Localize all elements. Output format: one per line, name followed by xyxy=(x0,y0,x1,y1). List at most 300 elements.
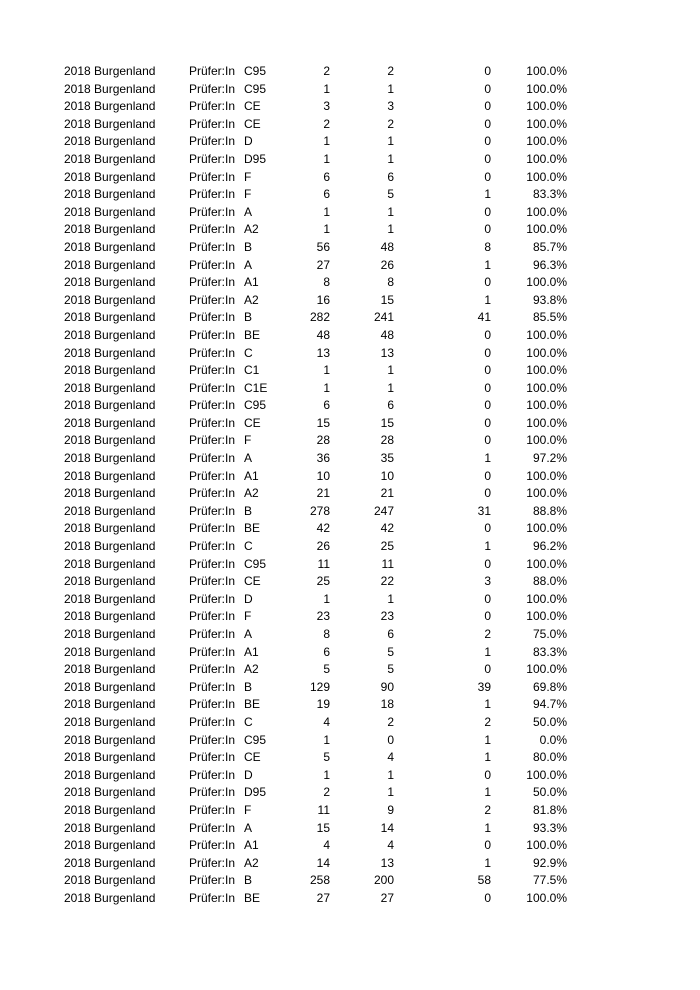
pass-rate-cell: 50.0% xyxy=(532,714,567,729)
passed-count-cell: 2 xyxy=(387,714,394,729)
pass-rate-cell: 100.0% xyxy=(526,398,567,413)
examiner-role-cell: Prüfer:In xyxy=(189,574,236,589)
passed-count-cell: 18 xyxy=(380,697,394,712)
table-row xyxy=(0,872,700,890)
year-region-cell: 2018 Burgenland xyxy=(64,644,156,659)
examiner-role-cell: Prüfer:In xyxy=(189,679,236,694)
passed-count-cell: 10 xyxy=(380,468,394,483)
passed-count-cell: 6 xyxy=(387,627,394,641)
total-count-cell: 2 xyxy=(323,64,330,78)
table-row xyxy=(0,450,700,468)
total-count-cell: 11 xyxy=(317,802,330,817)
year-region-cell: 2018 Burgenland xyxy=(64,275,156,290)
table-row xyxy=(0,257,700,275)
license-class-cell: A xyxy=(244,204,253,219)
license-class-cell: A xyxy=(244,820,253,835)
table-row xyxy=(0,626,700,644)
pass-rate-cell: 83.3% xyxy=(532,644,567,659)
license-class-cell: D95 xyxy=(244,785,267,800)
passed-count-cell: 2 xyxy=(387,64,394,78)
examiner-role-cell: Prüfer:In xyxy=(189,486,236,501)
license-class-cell: A2 xyxy=(244,222,259,237)
year-region-cell: 2018 Burgenland xyxy=(64,151,156,166)
examiner-role-cell: Prüfer:In xyxy=(189,539,236,554)
total-count-cell: 1 xyxy=(323,380,330,395)
passed-count-cell: 23 xyxy=(380,609,394,624)
license-class-cell: F xyxy=(244,609,252,624)
passed-count-cell: 4 xyxy=(387,750,394,765)
table-row xyxy=(0,380,700,398)
total-count-cell: 28 xyxy=(316,433,330,448)
pass-rate-cell: 77.5% xyxy=(532,873,567,888)
pass-rate-cell: 100.0% xyxy=(526,433,567,448)
license-class-cell: C xyxy=(244,539,253,554)
examiner-role-cell: Prüfer:In xyxy=(189,99,236,114)
pass-rate-cell: 100.0% xyxy=(526,591,567,606)
year-region-cell: 2018 Burgenland xyxy=(64,187,156,202)
year-region-cell: 2018 Burgenland xyxy=(64,257,156,272)
total-count-cell: 258 xyxy=(309,873,330,888)
failed-count-cell: 1 xyxy=(484,785,491,800)
total-count-cell: 19 xyxy=(316,697,330,712)
pass-rate-cell: 100.0% xyxy=(526,222,567,237)
failed-count-cell: 0 xyxy=(484,327,491,342)
license-class-cell: CE xyxy=(244,116,261,131)
examiner-role-cell: Prüfer:In xyxy=(189,134,236,149)
license-class-cell: A xyxy=(244,257,253,272)
passed-count-cell: 15 xyxy=(380,415,394,430)
table-row xyxy=(0,573,700,591)
pass-rate-cell: 93.3% xyxy=(532,820,567,835)
year-region-cell: 2018 Burgenland xyxy=(64,662,156,677)
pass-rate-cell: 100.0% xyxy=(526,275,567,290)
failed-count-cell: 1 xyxy=(484,539,491,554)
passed-count-cell: 6 xyxy=(387,169,394,184)
examiner-role-cell: Prüfer:In xyxy=(189,785,236,800)
examiner-role-cell: Prüfer:In xyxy=(189,644,236,659)
total-count-cell: 1 xyxy=(323,591,330,606)
failed-count-cell: 31 xyxy=(477,503,491,518)
table-row xyxy=(0,837,700,855)
table-row xyxy=(0,538,700,556)
license-class-cell: A2 xyxy=(244,662,259,677)
examiner-role-cell: Prüfer:In xyxy=(189,890,236,905)
table-row xyxy=(0,679,700,697)
license-class-cell: B xyxy=(244,239,253,254)
license-class-cell: A1 xyxy=(244,838,259,853)
table-row xyxy=(0,292,700,310)
table-row xyxy=(0,221,700,239)
license-class-cell: D95 xyxy=(244,151,267,166)
license-class-cell: D xyxy=(244,591,253,606)
table-row xyxy=(0,63,700,81)
table-row xyxy=(0,696,700,714)
total-count-cell: 27 xyxy=(316,257,330,272)
failed-count-cell: 0 xyxy=(484,99,491,114)
license-class-cell: C95 xyxy=(244,556,267,571)
failed-count-cell: 1 xyxy=(484,820,491,835)
total-count-cell: 5 xyxy=(323,662,330,677)
passed-count-cell: 3 xyxy=(387,99,394,114)
table-row xyxy=(0,116,700,134)
license-class-cell: BE xyxy=(244,327,261,342)
examiner-role-cell: Prüfer:In xyxy=(189,345,236,360)
examiner-role-cell: Prüfer:In xyxy=(189,222,236,237)
pass-rate-cell: 96.3% xyxy=(532,257,567,272)
failed-count-cell: 0 xyxy=(484,116,491,131)
passed-count-cell: 8 xyxy=(387,275,394,290)
examiner-role-cell: Prüfer:In xyxy=(189,380,236,395)
year-region-cell: 2018 Burgenland xyxy=(64,873,156,888)
examiner-role-cell: Prüfer:In xyxy=(189,415,236,430)
pass-rate-cell: 100.0% xyxy=(526,890,567,905)
examiner-role-cell: Prüfer:In xyxy=(189,239,236,254)
license-class-cell: CE xyxy=(244,415,261,430)
license-class-cell: B xyxy=(244,873,253,888)
examiner-role-cell: Prüfer:In xyxy=(189,327,236,342)
failed-count-cell: 41 xyxy=(477,310,491,325)
total-count-cell: 1 xyxy=(323,363,330,378)
license-class-cell: F xyxy=(244,433,252,448)
year-region-cell: 2018 Burgenland xyxy=(64,820,156,835)
pass-rate-cell: 80.0% xyxy=(532,750,567,765)
license-class-cell: A1 xyxy=(244,644,259,659)
table-row xyxy=(0,81,700,99)
total-count-cell: 2 xyxy=(323,116,330,131)
failed-count-cell: 58 xyxy=(477,873,491,888)
year-region-cell: 2018 Burgenland xyxy=(64,627,156,641)
license-class-cell: CE xyxy=(244,99,261,114)
license-class-cell: F xyxy=(244,802,252,817)
year-region-cell: 2018 Burgenland xyxy=(64,838,156,853)
year-region-cell: 2018 Burgenland xyxy=(64,222,156,237)
passed-count-cell: 200 xyxy=(373,873,394,888)
pass-rate-cell: 50.0% xyxy=(532,785,567,800)
total-count-cell: 15 xyxy=(316,415,330,430)
failed-count-cell: 0 xyxy=(484,662,491,677)
table-row xyxy=(0,151,700,169)
total-count-cell: 282 xyxy=(309,310,330,325)
pass-rate-cell: 69.8% xyxy=(532,679,567,694)
failed-count-cell: 0 xyxy=(484,204,491,219)
year-region-cell: 2018 Burgenland xyxy=(64,503,156,518)
total-count-cell: 6 xyxy=(323,644,330,659)
total-count-cell: 10 xyxy=(316,468,330,483)
passed-count-cell: 4 xyxy=(387,838,394,853)
failed-count-cell: 0 xyxy=(484,486,491,501)
failed-count-cell: 0 xyxy=(484,64,491,78)
examiner-role-cell: Prüfer:In xyxy=(189,187,236,202)
passed-count-cell: 48 xyxy=(380,239,394,254)
failed-count-cell: 0 xyxy=(484,398,491,413)
failed-count-cell: 1 xyxy=(484,187,491,202)
table-row xyxy=(0,239,700,257)
passed-count-cell: 35 xyxy=(380,451,394,466)
pass-rate-cell: 100.0% xyxy=(526,662,567,677)
passed-count-cell: 25 xyxy=(380,539,394,554)
pass-rate-cell: 88.0% xyxy=(532,574,567,589)
pass-rate-cell: 100.0% xyxy=(526,134,567,149)
year-region-cell: 2018 Burgenland xyxy=(64,574,156,589)
year-region-cell: 2018 Burgenland xyxy=(64,415,156,430)
license-class-cell: B xyxy=(244,679,253,694)
failed-count-cell: 0 xyxy=(484,609,491,624)
passed-count-cell: 6 xyxy=(387,398,394,413)
license-class-cell: D xyxy=(244,134,253,149)
passed-count-cell: 1 xyxy=(387,591,394,606)
pass-rate-cell: 88.8% xyxy=(532,503,567,518)
passed-count-cell: 1 xyxy=(387,204,394,219)
failed-count-cell: 1 xyxy=(484,451,491,466)
examiner-role-cell: Prüfer:In xyxy=(189,363,236,378)
pass-rate-cell: 100.0% xyxy=(526,81,567,96)
total-count-cell: 13 xyxy=(316,345,330,360)
license-class-cell: BE xyxy=(244,890,261,905)
table-row xyxy=(0,204,700,222)
failed-count-cell: 0 xyxy=(484,275,491,290)
table-row xyxy=(0,133,700,151)
table-row xyxy=(0,415,700,433)
total-count-cell: 6 xyxy=(323,187,330,202)
license-class-cell: F xyxy=(244,187,252,202)
license-class-cell: C1 xyxy=(244,363,260,378)
year-region-cell: 2018 Burgenland xyxy=(64,345,156,360)
year-region-cell: 2018 Burgenland xyxy=(64,750,156,765)
license-class-cell: C95 xyxy=(244,81,267,96)
table-row xyxy=(0,802,700,820)
year-region-cell: 2018 Burgenland xyxy=(64,310,156,325)
passed-count-cell: 2 xyxy=(387,116,394,131)
examiner-role-cell: Prüfer:In xyxy=(189,468,236,483)
passed-count-cell: 1 xyxy=(387,151,394,166)
failed-count-cell: 1 xyxy=(484,732,491,747)
license-class-cell: CE xyxy=(244,750,261,765)
failed-count-cell: 0 xyxy=(484,433,491,448)
table-row xyxy=(0,855,700,873)
year-region-cell: 2018 Burgenland xyxy=(64,591,156,606)
passed-count-cell: 1 xyxy=(387,380,394,395)
examiner-role-cell: Prüfer:In xyxy=(189,169,236,184)
passed-count-cell: 9 xyxy=(387,802,394,817)
failed-count-cell: 0 xyxy=(484,415,491,430)
total-count-cell: 129 xyxy=(309,679,330,694)
pass-rate-cell: 100.0% xyxy=(526,838,567,853)
year-region-cell: 2018 Burgenland xyxy=(64,292,156,307)
pass-rate-cell: 75.0% xyxy=(532,627,567,641)
passed-count-cell: 11 xyxy=(381,556,394,571)
pass-rate-cell: 100.0% xyxy=(526,327,567,342)
passed-count-cell: 1 xyxy=(387,134,394,149)
total-count-cell: 27 xyxy=(316,890,330,905)
examiner-role-cell: Prüfer:In xyxy=(189,204,236,219)
examiner-role-cell: Prüfer:In xyxy=(189,292,236,307)
examiner-role-cell: Prüfer:In xyxy=(189,64,236,78)
year-region-cell: 2018 Burgenland xyxy=(64,169,156,184)
passed-count-cell: 22 xyxy=(380,574,394,589)
total-count-cell: 42 xyxy=(316,521,330,536)
failed-count-cell: 8 xyxy=(484,239,491,254)
year-region-cell: 2018 Burgenland xyxy=(64,204,156,219)
pass-rate-cell: 100.0% xyxy=(526,151,567,166)
examiner-role-cell: Prüfer:In xyxy=(189,116,236,131)
year-region-cell: 2018 Burgenland xyxy=(64,116,156,131)
pass-rate-cell: 85.7% xyxy=(532,239,567,254)
table-row xyxy=(0,661,700,679)
license-class-cell: C95 xyxy=(244,732,267,747)
examiner-role-cell: Prüfer:In xyxy=(189,310,236,325)
table-row xyxy=(0,345,700,363)
table-row xyxy=(0,591,700,609)
license-class-cell: C xyxy=(244,714,253,729)
passed-count-cell: 90 xyxy=(380,679,394,694)
total-count-cell: 6 xyxy=(323,169,330,184)
table-row xyxy=(0,362,700,380)
table-row xyxy=(0,749,700,767)
data-table xyxy=(0,63,700,908)
failed-count-cell: 0 xyxy=(484,81,491,96)
failed-count-cell: 0 xyxy=(484,222,491,237)
passed-count-cell: 0 xyxy=(387,732,394,747)
passed-count-cell: 13 xyxy=(380,345,394,360)
failed-count-cell: 1 xyxy=(484,855,491,870)
examiner-role-cell: Prüfer:In xyxy=(189,609,236,624)
pass-rate-cell: 83.3% xyxy=(532,187,567,202)
license-class-cell: C1E xyxy=(244,380,268,395)
total-count-cell: 3 xyxy=(323,99,330,114)
license-class-cell: A2 xyxy=(244,292,259,307)
failed-count-cell: 0 xyxy=(484,380,491,395)
table-row xyxy=(0,468,700,486)
table-row xyxy=(0,98,700,116)
examiner-role-cell: Prüfer:In xyxy=(189,556,236,571)
examiner-role-cell: Prüfer:In xyxy=(189,627,236,641)
total-count-cell: 1 xyxy=(323,134,330,149)
pass-rate-cell: 100.0% xyxy=(526,767,567,782)
pass-rate-cell: 100.0% xyxy=(526,380,567,395)
year-region-cell: 2018 Burgenland xyxy=(64,327,156,342)
total-count-cell: 14 xyxy=(316,855,330,870)
table-row xyxy=(0,784,700,802)
total-count-cell: 1 xyxy=(323,151,330,166)
year-region-cell: 2018 Burgenland xyxy=(64,99,156,114)
year-region-cell: 2018 Burgenland xyxy=(64,81,156,96)
passed-count-cell: 5 xyxy=(387,644,394,659)
table-row xyxy=(0,644,700,662)
year-region-cell: 2018 Burgenland xyxy=(64,855,156,870)
pass-rate-cell: 93.8% xyxy=(532,292,567,307)
failed-count-cell: 2 xyxy=(484,627,491,641)
total-count-cell: 8 xyxy=(323,275,330,290)
examiner-role-cell: Prüfer:In xyxy=(189,398,236,413)
passed-count-cell: 42 xyxy=(380,521,394,536)
passed-count-cell: 247 xyxy=(373,503,394,518)
total-count-cell: 4 xyxy=(323,714,330,729)
year-region-cell: 2018 Burgenland xyxy=(64,451,156,466)
failed-count-cell: 0 xyxy=(484,591,491,606)
examiner-role-cell: Prüfer:In xyxy=(189,697,236,712)
year-region-cell: 2018 Burgenland xyxy=(64,890,156,905)
year-region-cell: 2018 Burgenland xyxy=(64,380,156,395)
total-count-cell: 23 xyxy=(316,609,330,624)
pass-rate-cell: 92.9% xyxy=(532,855,567,870)
year-region-cell: 2018 Burgenland xyxy=(64,767,156,782)
table-row xyxy=(0,608,700,626)
examiner-role-cell: Prüfer:In xyxy=(189,521,236,536)
failed-count-cell: 0 xyxy=(484,521,491,536)
total-count-cell: 26 xyxy=(316,539,330,554)
examiner-role-cell: Prüfer:In xyxy=(189,750,236,765)
examiner-role-cell: Prüfer:In xyxy=(189,820,236,835)
license-class-cell: A1 xyxy=(244,275,259,290)
table-row xyxy=(0,890,700,908)
total-count-cell: 25 xyxy=(316,574,330,589)
license-class-cell: B xyxy=(244,310,253,325)
year-region-cell: 2018 Burgenland xyxy=(64,697,156,712)
table-row xyxy=(0,732,700,750)
failed-count-cell: 1 xyxy=(484,750,491,765)
pass-rate-cell: 100.0% xyxy=(526,556,567,571)
examiner-role-cell: Prüfer:In xyxy=(189,503,236,518)
passed-count-cell: 1 xyxy=(387,785,394,800)
pass-rate-cell: 0.0% xyxy=(539,732,567,747)
examiner-role-cell: Prüfer:In xyxy=(189,855,236,870)
year-region-cell: 2018 Burgenland xyxy=(64,802,156,817)
examiner-role-cell: Prüfer:In xyxy=(189,275,236,290)
failed-count-cell: 0 xyxy=(484,345,491,360)
pass-rate-cell: 100.0% xyxy=(526,169,567,184)
total-count-cell: 11 xyxy=(317,556,330,571)
table-row xyxy=(0,274,700,292)
year-region-cell: 2018 Burgenland xyxy=(64,714,156,729)
year-region-cell: 2018 Burgenland xyxy=(64,609,156,624)
examiner-role-cell: Prüfer:In xyxy=(189,767,236,782)
examiner-role-cell: Prüfer:In xyxy=(189,714,236,729)
passed-count-cell: 5 xyxy=(387,187,394,202)
year-region-cell: 2018 Burgenland xyxy=(64,239,156,254)
pass-rate-cell: 100.0% xyxy=(526,64,567,78)
year-region-cell: 2018 Burgenland xyxy=(64,785,156,800)
pass-rate-cell: 100.0% xyxy=(526,415,567,430)
license-class-cell: A2 xyxy=(244,486,259,501)
failed-count-cell: 1 xyxy=(484,292,491,307)
failed-count-cell: 0 xyxy=(484,468,491,483)
passed-count-cell: 13 xyxy=(380,855,394,870)
table-row xyxy=(0,186,700,204)
pass-rate-cell: 100.0% xyxy=(526,521,567,536)
total-count-cell: 6 xyxy=(323,398,330,413)
total-count-cell: 1 xyxy=(323,732,330,747)
examiner-role-cell: Prüfer:In xyxy=(189,151,236,166)
license-class-cell: A xyxy=(244,451,253,466)
license-class-cell: C95 xyxy=(244,64,267,78)
license-class-cell: C xyxy=(244,345,253,360)
year-region-cell: 2018 Burgenland xyxy=(64,486,156,501)
passed-count-cell: 241 xyxy=(373,310,394,325)
year-region-cell: 2018 Burgenland xyxy=(64,556,156,571)
table-row xyxy=(0,714,700,732)
passed-count-cell: 15 xyxy=(380,292,394,307)
examiner-role-cell: Prüfer:In xyxy=(189,838,236,853)
year-region-cell: 2018 Burgenland xyxy=(64,679,156,694)
failed-count-cell: 1 xyxy=(484,257,491,272)
pass-rate-cell: 100.0% xyxy=(526,468,567,483)
license-class-cell: F xyxy=(244,169,252,184)
failed-count-cell: 0 xyxy=(484,838,491,853)
failed-count-cell: 0 xyxy=(484,363,491,378)
passed-count-cell: 1 xyxy=(387,767,394,782)
table-row xyxy=(0,556,700,574)
table-row xyxy=(0,520,700,538)
